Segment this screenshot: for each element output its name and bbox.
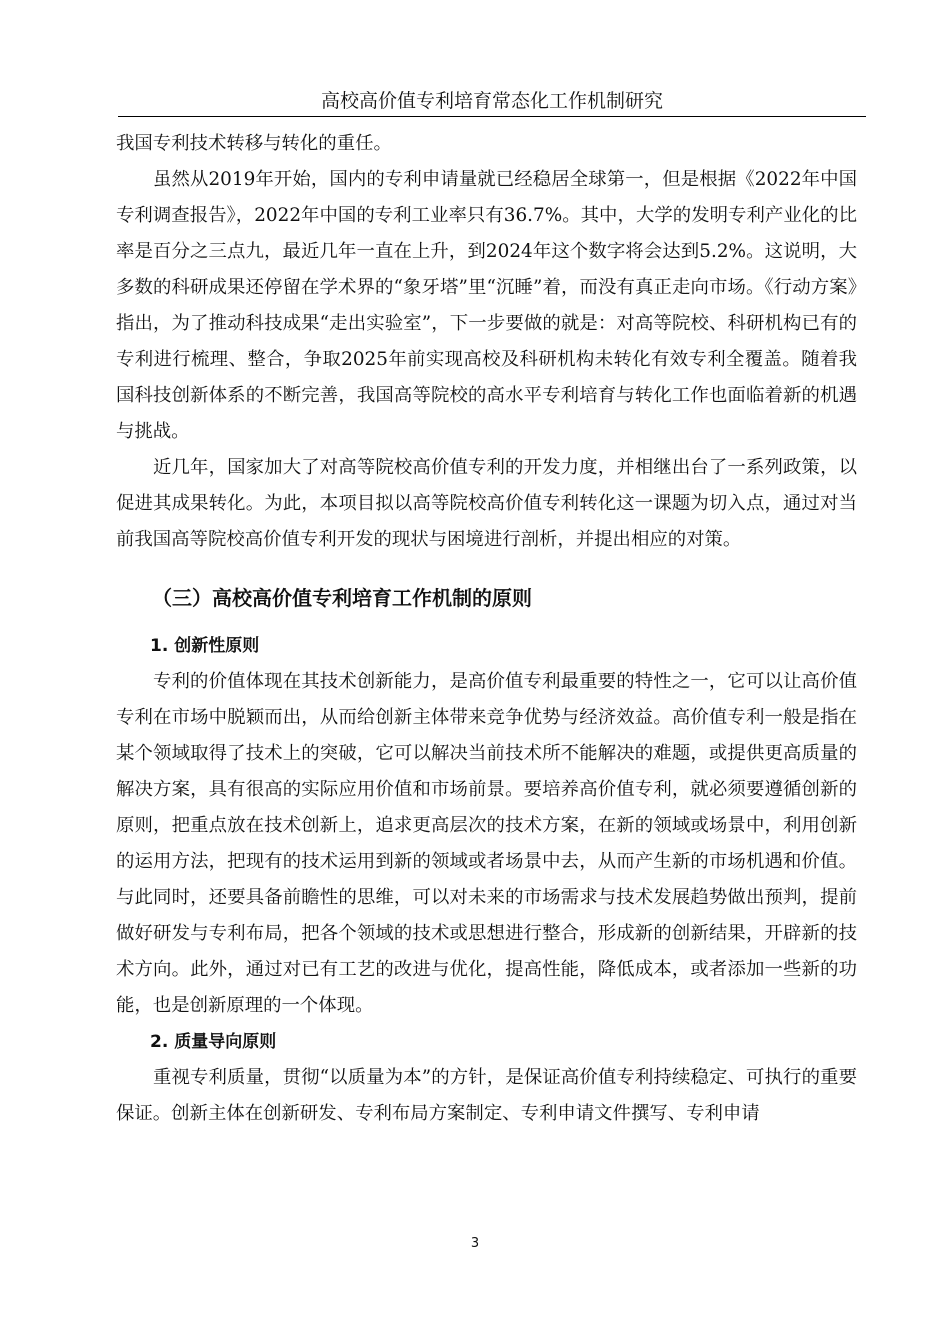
page-header bbox=[118, 88, 866, 117]
header-title: 高校高价值专利培育常态化工作机制研究 bbox=[320, 90, 663, 112]
paragraph-patent-statistics: 虽然从2019年开始，国内的专利申请量就已经稳居全球第一，但是根据《2022年中国专利调查报告》，2022年中国的专利工业率只有36.7%。其中，大学的发明专利产业化的比率是百分之三点九，最近几年一直在上升，到2024年这个数字将会达到5.2%。这说明，大多数的科研成果还停留在学术界的“象牙塔”里“沉睡”着，而没有真正走向市场。《行动方案》指出，为了推动科技成果“走出实验室”，下一步要做的就是：对高等院校、科研机构已有的专利进行梳理、整合，争取2025年前实现高校及科研机构未转化有效专利全覆盖。随着我国科技创新体系的不断完善，我国高等院校的高水平专利培育与转化工作也面临着新的机遇与挑战。 bbox=[116, 169, 857, 442]
paragraph-continuation: 我国专利技术转移与转化的重任。 bbox=[116, 133, 392, 154]
paragraph-national-policy: 近几年，国家加大了对高等院校高价值专利的开发力度，并相继出台了一系列政策，以促进其成果转化。为此，本项目拟以高等院校高价值专利转化这一课题为切入点，通过对当前我国高等院校高价值专利开发的现状与困境进行剖析，并提出相应的对策。 bbox=[116, 457, 857, 550]
subsection-heading-quality: 2. 质量导向原则 bbox=[150, 1032, 277, 1052]
paragraph-innovation-principle: 专利的价值体现在其技术创新能力，是高价值专利最重要的特性之一，它可以让高价值专利在市场中脱颖而出，从而给创新主体带来竞争优势与经济效益。高价值专利一般是指在某个领域取得了技术上的突破，它可以解决当前技术所不能解决的难题，或提供更高质量的解决方案，具有很高的实际应用价值和市场前景。要培养高价值专利，就必须要遵循创新的原则，把重点放在技术创新上，追求更高层次的技术方案，在新的领域或场景中，利用创新的运用方法，把现有的技术运用到新的领域或者场景中去，从而产生新的市场机遇和价值。与此同时，还要具备前瞻性的思维，可以对未来的市场需求与技术发展趋势做出预判，提前做好研发与专利布局，把各个领域的技术或思想进行整合，形成新的创新结果，开辟新的技术方向。此外，通过对已有工艺的改进与优化，提高性能，降低成本，或者添加一些新的功能，也是创新原理的一个体现。 bbox=[116, 671, 857, 1016]
subsection-heading-innovation: 1. 创新性原则 bbox=[150, 636, 260, 656]
paragraph-quality-principle: 重视专利质量，贯彻“以质量为本”的方针，是保证高价值专利持续稳定、可执行的重要保证。创新主体在创新研发、专利布局方案制定、专利申请文件撰写、专利申请 bbox=[116, 1067, 857, 1124]
document-body bbox=[116, 126, 857, 1132]
section-heading: （三）高校高价值专利培育工作机制的原则 bbox=[152, 586, 532, 610]
page-number: 3 bbox=[470, 1236, 480, 1251]
